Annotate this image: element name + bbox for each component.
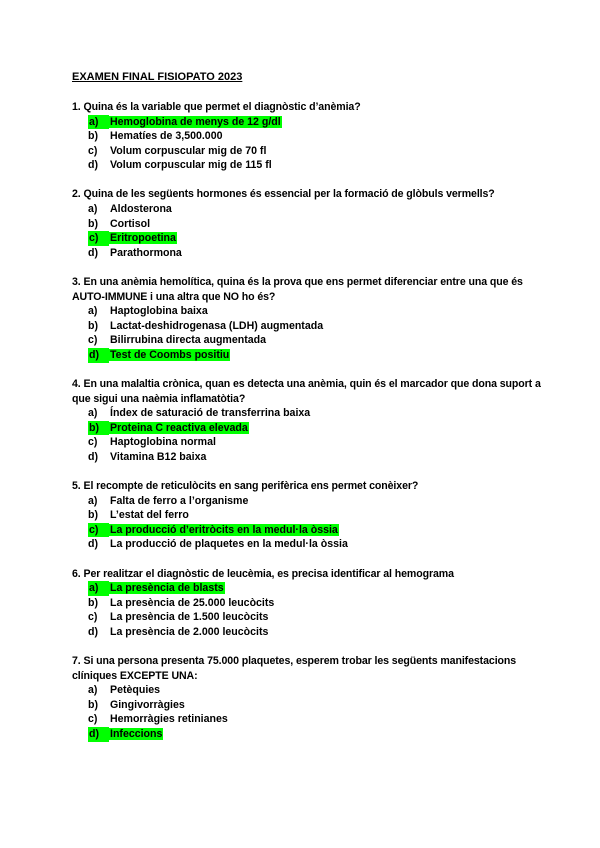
option-letter: b) — [88, 319, 98, 332]
answer-option — [88, 625, 542, 640]
option-letter: b) — [88, 217, 98, 230]
option-text: La producció de plaquetes en la medul·la òssia — [110, 538, 348, 551]
option-letter: d) — [88, 625, 98, 638]
answer-option — [88, 246, 542, 261]
option-text: Bilirrubina directa augmentada — [110, 334, 266, 347]
option-text: Proteina C reactiva elevada — [110, 421, 248, 434]
option-letter: c) — [88, 144, 98, 157]
answer-option — [88, 158, 542, 173]
option-letter: a) — [88, 581, 109, 596]
question-1 — [72, 100, 542, 173]
option-letter: c) — [88, 611, 98, 624]
option-text: Índex de saturació de transferrina baixa — [110, 407, 311, 420]
answer-option — [88, 508, 542, 523]
option-text: Test de Coombs positiu — [110, 348, 230, 361]
question-text: 3. En una anèmia hemolítica, quina és la prova que ens permet diferenciar entre una que és AUTO-IMMUNE i una altra que NO ho és? — [72, 275, 523, 303]
option-letter: a) — [88, 684, 98, 697]
question-7 — [72, 654, 542, 742]
answer-option — [88, 217, 542, 232]
question-text: 2. Quina de les següents hormones és essencial per la formació de glòbuls vermells? — [72, 188, 495, 201]
option-letter: d) — [88, 727, 109, 742]
answer-option — [88, 683, 542, 698]
option-letter: a) — [88, 115, 109, 130]
question-text: 4. En una malaltia crònica, quan es detecta una anèmia, quin és el marcador que dona suport a que sigui una naèmia inflamatòtia? — [72, 378, 541, 405]
option-letter: d) — [88, 159, 98, 172]
answer-option — [88, 435, 542, 450]
question-text: 7. Si una persona presenta 75.000 plaquetes, esperem trobar les següents manifestacions clíniques EXCEPTE UNA: — [72, 655, 517, 682]
option-letter: d) — [88, 450, 98, 463]
option-text: La presència de 25.000 leucòcits — [110, 596, 275, 609]
option-text: La producció d’eritròcits en la medul·la òssia — [110, 523, 338, 536]
option-letter: b) — [88, 130, 98, 143]
option-text: Haptoglobina baixa — [110, 305, 208, 318]
option-text: L’estat del ferro — [110, 509, 189, 522]
option-letter: c) — [88, 523, 109, 538]
question-list — [72, 100, 542, 742]
answer-option-correct — [88, 421, 542, 436]
question-text: 6. Per realitzar el diagnòstic de leucèmia, es precisa identificar al hemograma — [72, 567, 454, 580]
answer-option-correct — [88, 348, 542, 363]
answer-option — [88, 450, 542, 465]
answer-option — [88, 537, 542, 552]
option-text: Eritropoetina — [110, 232, 176, 245]
answer-option-correct — [88, 115, 542, 130]
answer-option-correct — [88, 581, 542, 596]
option-letter: d) — [88, 538, 98, 551]
question-3 — [72, 275, 542, 363]
option-letter: c) — [88, 713, 98, 726]
option-letter: b) — [88, 509, 98, 522]
option-letter: a) — [88, 494, 98, 507]
answer-option — [88, 129, 542, 144]
exam-title: EXAMEN FINAL FISIOPATO 2023 — [72, 71, 243, 83]
question-5 — [72, 479, 542, 552]
option-text: La presència de 2.000 leucòcits — [110, 625, 269, 638]
answer-option — [88, 610, 542, 625]
option-text: Aldosterona — [110, 203, 172, 216]
option-text: Parathormona — [110, 246, 182, 259]
answer-option — [88, 494, 542, 509]
question-text: 5. El recompte de reticulòcits en sang perifèrica ens permet conèixer? — [72, 480, 419, 493]
option-text: Lactat-deshidrogenasa (LDH) augmentada — [110, 319, 324, 332]
option-text: Volum corpuscular mig de 115 fl — [110, 159, 272, 172]
option-text: Infeccions — [110, 727, 163, 740]
option-text: La presència de 1.500 leucòcits — [110, 611, 269, 624]
option-text: Hemoglobina de menys de 12 g/dl — [110, 115, 281, 128]
question-6 — [72, 567, 542, 640]
question-2 — [72, 187, 542, 260]
answer-option — [88, 698, 542, 713]
option-text: Petèquies — [110, 684, 161, 697]
option-letter: b) — [88, 596, 98, 609]
option-letter: b) — [88, 421, 109, 436]
option-letter: d) — [88, 348, 109, 363]
option-letter: d) — [88, 246, 98, 259]
answer-option — [88, 596, 542, 611]
option-text: Hematíes de 3,500.000 — [110, 130, 223, 143]
answer-option — [88, 319, 542, 334]
answer-option — [88, 202, 542, 217]
option-text: Volum corpuscular mig de 70 fl — [110, 144, 267, 157]
option-text: Vitamina B12 baixa — [110, 450, 207, 463]
option-letter: c) — [88, 334, 98, 347]
answer-option — [88, 144, 542, 159]
option-text: Cortisol — [110, 217, 151, 230]
option-text: La presència de blasts — [110, 582, 224, 595]
answer-option-correct — [88, 523, 542, 538]
answer-option — [88, 333, 542, 348]
option-letter: a) — [88, 203, 98, 216]
option-text: Gingivorràgies — [110, 698, 185, 711]
option-text: Falta de ferro a l’organisme — [110, 494, 249, 507]
option-letter: a) — [88, 305, 98, 318]
exam-document — [72, 70, 542, 756]
answer-option — [88, 406, 542, 421]
question-text: 1. Quina és la variable que permet el diagnòstic d’anèmia? — [72, 101, 361, 113]
answer-option — [88, 304, 542, 319]
option-letter: c) — [88, 436, 98, 449]
answer-option-correct — [88, 727, 542, 742]
answer-option-correct — [88, 231, 542, 246]
option-text: Hemorràgies retinianes — [110, 713, 228, 726]
option-letter: a) — [88, 407, 98, 420]
option-letter: c) — [88, 231, 109, 246]
question-4 — [72, 377, 542, 465]
option-letter: b) — [88, 698, 98, 711]
answer-option — [88, 712, 542, 727]
option-text: Haptoglobina normal — [110, 436, 216, 449]
